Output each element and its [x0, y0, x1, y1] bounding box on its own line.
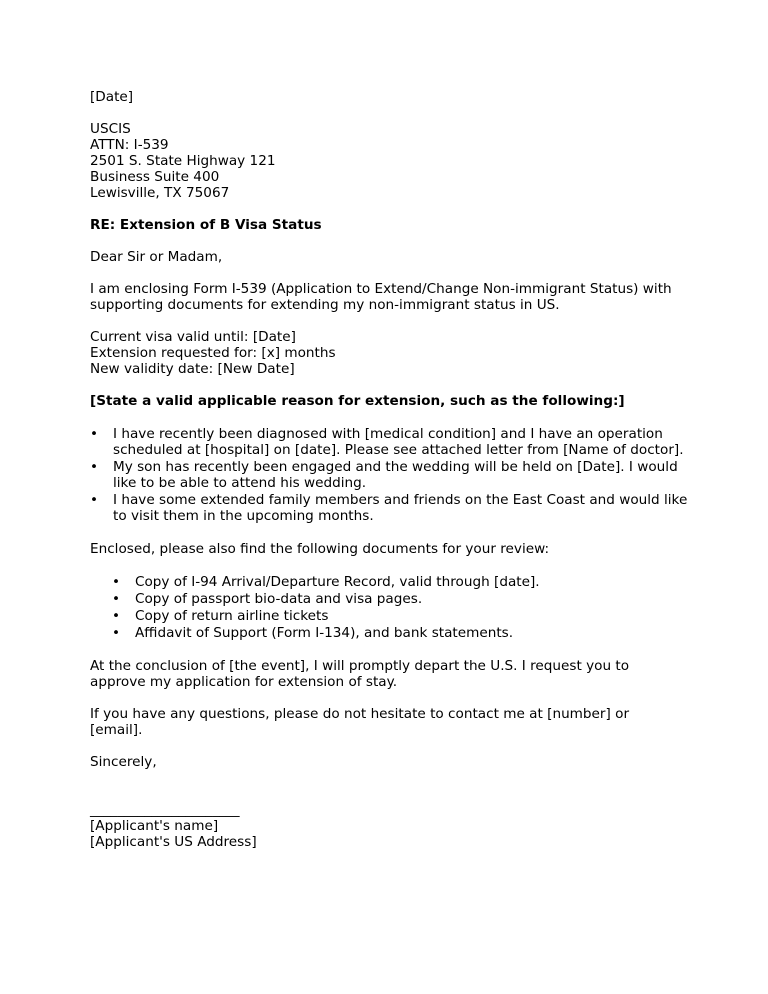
list-item [90, 492, 693, 524]
list-item [90, 459, 693, 491]
closing: Sincerely, [90, 754, 157, 770]
intro-paragraph: I am enclosing Form I-539 (Application to Extend/Change Non-immigrant Status) with supporting documents for extending my non-immigrant status in US. [90, 281, 672, 313]
bullet-icon: • [112, 574, 121, 590]
visa-details [90, 329, 690, 377]
document-text: Affidavit of Support (Form I-134), and bank statements. [135, 625, 514, 641]
bullet-icon: • [112, 591, 121, 607]
reason-heading: [State a valid applicable reason for extension, such as the following:] [90, 393, 625, 409]
reason-text: I have some extended family members and friends on the East Coast and would like to visit them in the upcoming months. [113, 492, 688, 524]
subject-line: RE: Extension of B Visa Status [90, 217, 322, 233]
list-item [90, 591, 690, 607]
recipient-line-5: Lewisville, TX 75067 [90, 185, 230, 201]
extension-requested: Extension requested for: [x] months [90, 345, 336, 361]
list-item [90, 426, 693, 458]
recipient-address [90, 121, 690, 201]
applicant-name: [Applicant's name] [90, 818, 219, 834]
reason-list [90, 426, 690, 524]
reason-text: I have recently been diagnosed with [medical condition] and I have an operation scheduled at [hospital] on [date]. Please see attached letter from [Name of doctor]. [113, 426, 684, 458]
letter-document [90, 89, 690, 850]
document-text: Copy of return airline tickets [135, 608, 329, 624]
recipient-line-4: Business Suite 400 [90, 169, 220, 185]
list-item [90, 625, 690, 641]
recipient-line-3: 2501 S. State Highway 121 [90, 153, 276, 169]
applicant-address: [Applicant's US Address] [90, 834, 257, 850]
document-list [90, 574, 690, 641]
list-item [90, 608, 690, 624]
bullet-icon: • [112, 625, 121, 641]
recipient-line-2: ATTN: I-539 [90, 137, 169, 153]
list-item [90, 574, 690, 590]
bullet-icon: • [112, 608, 121, 624]
letter-date: [Date] [90, 89, 134, 105]
document-text: Copy of I-94 Arrival/Departure Record, valid through [date]. [135, 574, 540, 590]
reason-text: My son has recently been engaged and the wedding will be held on [Date]. I would like to be able to attend his wedding. [113, 459, 678, 491]
recipient-line-1: USCIS [90, 121, 131, 137]
salutation: Dear Sir or Madam, [90, 249, 223, 265]
bullet-icon: • [90, 459, 99, 475]
signature-line: ______________________ [90, 802, 240, 818]
conclusion-paragraph: At the conclusion of [the event], I will promptly depart the U.S. I request you to approve my application for extension of stay. [90, 658, 630, 690]
enclosed-intro: Enclosed, please also find the following documents for your review: [90, 541, 550, 557]
new-validity-date: New validity date: [New Date] [90, 361, 295, 377]
document-text: Copy of passport bio-data and visa pages. [135, 591, 423, 607]
bullet-icon: • [90, 426, 99, 442]
contact-paragraph: If you have any questions, please do not hesitate to contact me at [number] or [email]. [90, 706, 630, 738]
visa-valid-until: Current visa valid until: [Date] [90, 329, 296, 345]
bullet-icon: • [90, 492, 99, 508]
